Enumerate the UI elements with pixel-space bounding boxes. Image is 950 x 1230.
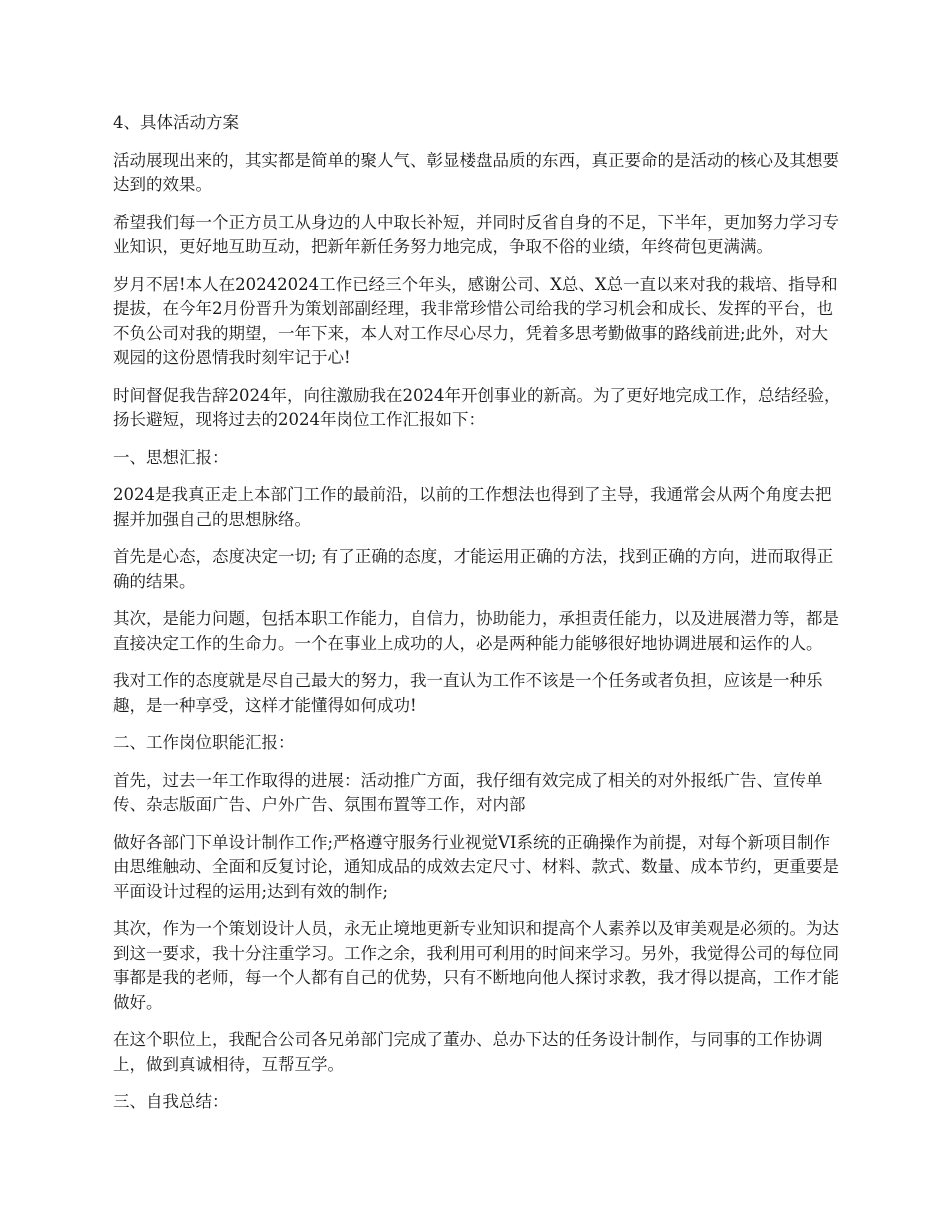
paragraph: 岁月不居!本人在20242024工作已经三个年头，感谢公司、X总、X总一直以来对我的栽培、指导和提拔，在今年2月份晋升为策划部副经理，我非常珍惜公司给我的学习机会和成长、发挥的平台，也不负公司对我的期望，一年下来，本人对工作尽心尽力，凭着多思考勤做事的路线前进;此外，对大观园的这份恩情我时刻牢记于心!: [113, 274, 838, 367]
paragraph: 做好各部门下单设计制作工作;严格遵守服务行业视觉VI系统的正确操作为前提，对每个新项目制作由思维触动、全面和反复讨论，通知成品的成效去定尺寸、材料、款式、数量、成本节约，更重要是平面设计过程的运用;达到有效的制作;: [113, 832, 839, 901]
paragraph: 在这个职位上，我配合公司各兄弟部门完成了董办、总办下达的任务设计制作，与同事的工作协调上，做到真诚相待，互帮互学。: [113, 1030, 823, 1074]
paragraph: 首先是心态，态度决定一切; 有了正确的态度，才能运用正确的方法，找到正确的方向，进而取得正确的结果。: [113, 547, 834, 591]
section-heading-activity-plan: 4、具体活动方案: [113, 113, 239, 132]
paragraph: 我对工作的态度就是尽自己最大的努力，我一直认为工作不该是一个任务或者负担，应该是一种乐趣，是一种享受，这样才能懂得如何成功!: [113, 671, 823, 715]
paragraph: 其次，是能力问题，包括本职工作能力，自信力，协助能力，承担责任能力，以及进展潜力等，都是直接决定工作的生命力。一个在事业上成功的人，必是两种能力能够很好地协调进展和运作的人。: [113, 609, 839, 653]
section-heading-job-function-report: 二、工作岗位职能汇报：: [113, 733, 295, 752]
paragraph: 希望我们每一个正方员工从身边的人中取长补短，并同时反省自身的不足，下半年，更加努力学习专业知识，更好地互助互动，把新年新任务努力地完成，争取不俗的业绩，年终荷包更满满。: [113, 212, 839, 256]
section-heading-self-summary: 三、自我总结：: [113, 1092, 229, 1111]
paragraph: 活动展现出来的，其实都是简单的聚人气、彰显楼盘品质的东西，真正要命的是活动的核心及其想要达到的效果。: [113, 150, 839, 194]
document-body: [113, 111, 843, 1128]
paragraph: 其次，作为一个策划设计人员，永无止境地更新专业知识和提高个人素养以及审美观是必须的。为达到这一要求，我十分注重学习。工作之余，我利用可利用的时间来学习。另外，我觉得公司的每位同事都是我的老师，每一个人都有自己的优势，只有不断地向他人探讨求教，我才得以提高，工作才能做好。: [113, 919, 839, 1012]
paragraph: 首先，过去一年工作取得的进展：活动推广方面，我仔细有效完成了相关的对外报纸广告、宣传单传、杂志版面广告、户外广告、氛围布置等工作，对内部: [113, 770, 823, 814]
paragraph: 时间督促我告辞2024年，向往激励我在2024年开创事业的新高。为了更好地完成工作，总结经验，扬长避短，现将过去的2024年岗位工作汇报如下：: [113, 385, 841, 429]
section-heading-thought-report: 一、思想汇报：: [113, 447, 229, 467]
paragraph: 2024是我真正走上本部门工作的最前沿，以前的工作想法也得到了主导，我通常会从两个角度去把握并加强自己的思想脉络。: [113, 485, 832, 529]
